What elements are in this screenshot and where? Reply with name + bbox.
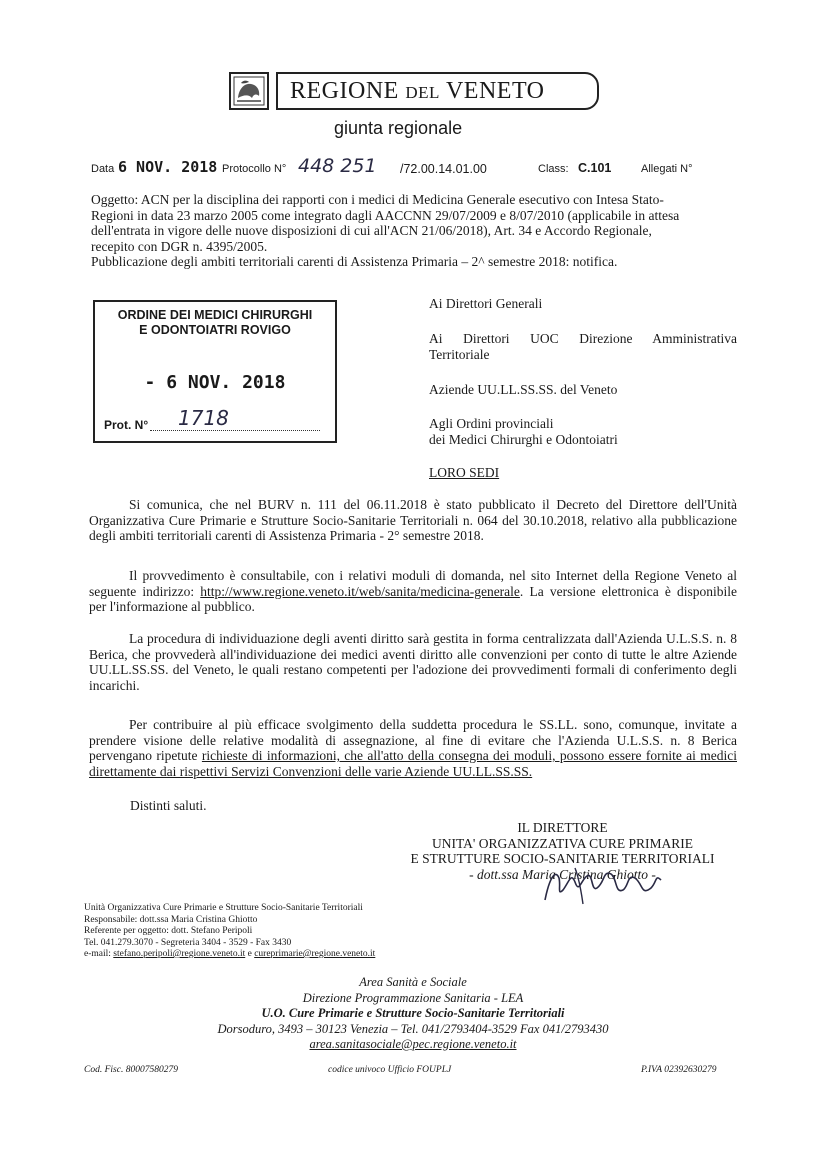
subject-line: Regioni in data 23 marzo 2005 come integrato dagli AACCNN 29/07/2009 e 8/07/2010 (applicabile in attesa (91, 207, 680, 223)
title-main: REGIONE (290, 78, 399, 104)
stamp-header (93, 308, 337, 338)
paragraph-4-underlined: richieste di informazioni, che all'atto della consegna dei moduli, possono essere fornite ai medici direttamente dai rispettivi Servizi Convenzioni delle varie Aziende UU.LL.SS.SS. (89, 748, 737, 779)
stamp-prot-label: Prot. N° (104, 418, 149, 432)
paragraph-3: La procedura di individuazione degli aventi diritto sarà gestita in forma centralizzata dall'Azienda U.L.S.S. n. 8 Berica, che provvederà all'individuazione dei medici aventi diritto alle convenzioni per conto di tutte le altre Aziende UU.LL.SS.SS. del Veneto, le quali restano competenti per l'adozione dei provvedimenti formali di conferimento degli incarichi. (89, 631, 737, 693)
footer-address (0, 975, 826, 1053)
recipient-5: LORO SEDI (429, 465, 500, 480)
footer-pec[interactable]: area.sanitasociale@pec.regione.veneto.it (309, 1037, 517, 1051)
email-link[interactable]: cureprimarie@regione.veneto.it (254, 949, 376, 959)
contact-line: Referente per oggetto: dott. Stefano Peripoli (84, 926, 253, 936)
subtitle: giunta regionale (334, 118, 463, 138)
protocollo-value: 448 251 (298, 155, 377, 177)
contact-line: Unità Organizzativa Cure Primarie e Strutture Socio-Sanitarie Territoriali (84, 903, 363, 913)
codice-univoco: codice univoco Ufficio FOUPLJ (328, 1065, 452, 1075)
region-logo (229, 72, 269, 110)
class-value: C.101 (578, 161, 612, 175)
title-end: VENETO (445, 78, 545, 104)
regione-link[interactable]: http://www.regione.veneto.it/web/sanita/medicina-generale (200, 583, 520, 599)
codice-fiscale: Cod. Fisc. 80007580279 (84, 1065, 178, 1075)
protocollo-label: Protocollo N° (222, 163, 287, 175)
partita-iva: P.IVA 02392630279 (641, 1065, 717, 1075)
footer-area: Area Sanità e Sociale (359, 975, 467, 989)
contact-line: Tel. 041.279.3070 - Segreteria 3404 - 3529 - Fax 3430 (84, 937, 292, 948)
handwritten-signature (535, 860, 670, 910)
recipient-1: Ai Direttori Generali (429, 296, 543, 311)
paragraph-2-text: Il provvedimento è consultabile, con i relativi moduli di domanda, nel sito Internet della Regione Veneto al seguente indirizzo: (89, 568, 737, 599)
recipient-3: Aziende UU.LL.SS.SS. del Veneto (429, 382, 618, 397)
paragraph-4 (89, 717, 737, 779)
paragraph-2-text: . La versione elettronica è disponibile per l'informazione al pubblico. (89, 583, 737, 614)
footer-uo: U.O. Cure Primarie e Strutture Socio-Sanitarie Territoriali (261, 1006, 565, 1020)
data-label: Data (91, 163, 115, 175)
subject-line: dell'entrata in vigore delle nuove disposizioni di cui all'ACN 21/06/2018), Art. 34 e Accordo Regionale, (91, 223, 652, 238)
protocollo-code: /72.00.14.01.00 (400, 162, 487, 176)
stamp-line: ORDINE DEI MEDICI CHIRURGHI (117, 308, 313, 322)
contact-email-line (84, 949, 375, 961)
recipient-4a: Agli Ordini provinciali (429, 416, 554, 431)
recipient-2a: Ai Direttori UOC Direzione Amministrativa (429, 331, 737, 346)
paragraph-4-text: Per contribuire al più efficace svolgimento della suddetta procedura le SS.LL. sono, comunque, invitate a prendere visione delle relative modalità di assegnazione, al fine di evitare che l'Azienda U.L.S.S. n. 8 Berica pervengano ripetute (89, 717, 737, 763)
subject-line: recepito con DGR n. 4395/2005. (91, 238, 268, 254)
recipient-4b: dei Medici Chirurghi e Odontoiatri (429, 432, 618, 447)
contact-line: Responsabile: dott.ssa Maria Cristina Ghiotto (84, 914, 258, 925)
signature-name: - dott.ssa Maria Cristina Ghiotto - (469, 866, 656, 882)
data-value: 6 NOV. 2018 (118, 158, 218, 176)
stamp-date: - 6 NOV. 2018 (144, 372, 286, 393)
subject-line: Pubblicazione degli ambiti territoriali carenti di Assistenza Primaria – 2^ semestre 2018: notifica. (91, 254, 618, 269)
recipient-2b: Territoriale (429, 347, 490, 362)
allegati-label: Allegati N° (641, 163, 693, 175)
lion-emblem-icon (231, 74, 267, 108)
closing: Distinti saluti. (130, 798, 207, 813)
paragraph-1: Si comunica, che nel BURV n. 111 del 06.11.2018 è stato pubblicato il Decreto del Direttore dell'Unità Organizzativa Cure Primarie e Strutture Socio-Sanitarie Territoriali n. 064 del 30.10.2018, relativo alla pubblicazione degli ambiti territoriali carenti di Assistenza Primaria - 2° semestre 2018. (89, 497, 737, 543)
contacts-block (84, 903, 375, 961)
signature-unit: UNITA' ORGANIZZATIVA CURE PRIMARIE (432, 835, 693, 851)
signature-title: IL DIRETTORE (517, 820, 608, 835)
footer-contacts: Dorsoduro, 3493 – 30123 Venezia – Tel. 041/2793404-3529 Fax 041/2793430 (217, 1021, 609, 1036)
email-separator: e (245, 949, 255, 959)
email-link[interactable]: stefano.peripoli@regione.veneto.it (113, 949, 246, 959)
email-label: e-mail: (84, 949, 114, 959)
stamp-prot-value: 1718 (178, 406, 229, 430)
class-label: Class: (538, 163, 569, 175)
stamp-line: E ODONTOIATRI ROVIGO (139, 323, 291, 337)
stamp-prot-line (150, 430, 320, 431)
footer-direzione: Direzione Programmazione Sanitaria - LEA (302, 990, 524, 1005)
title-del: DEL (405, 83, 440, 102)
signature-unit: E STRUTTURE SOCIO-SANITARIE TERRITORIALI (410, 851, 715, 866)
paragraph-2 (89, 568, 737, 615)
region-title (290, 78, 545, 105)
subject-line: Oggetto: ACN per la disciplina dei rapporti con i medici di Medicina Generale esecutivo con Intesa Stato- (91, 192, 664, 207)
subject-block (91, 192, 737, 270)
